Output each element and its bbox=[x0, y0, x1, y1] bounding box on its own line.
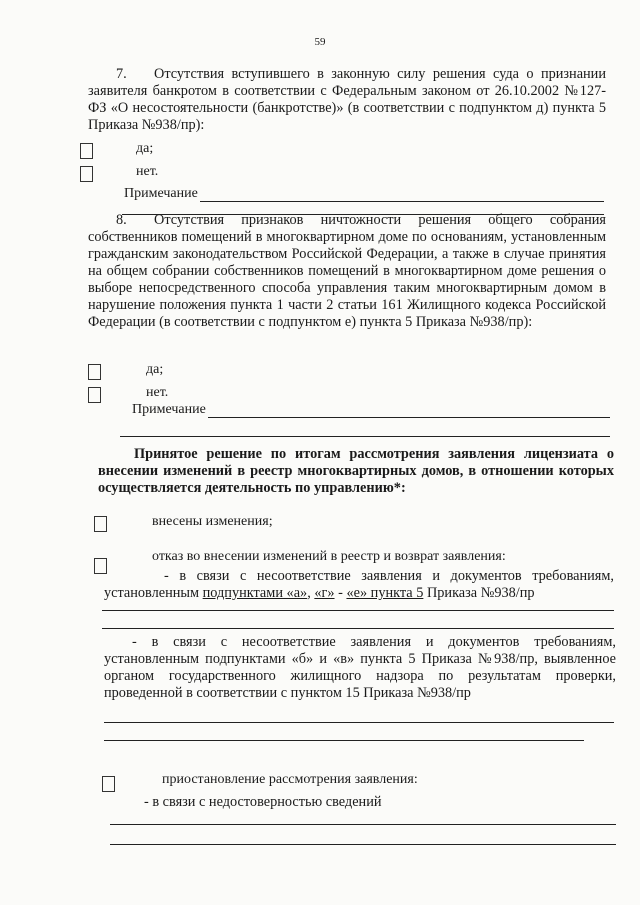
refusal-reason2-paragraph: - в связи с несоответствие заявления и документов требованиям, установленным подпунктами «б» и «в» пункта 5 Приказа №938/пр, выявленное органом государственного жилищного надзора по результатам проверки, проведенной в соответствии с пунктом 15 Приказа №938/пр bbox=[104, 634, 616, 701]
item7-no-checkbox[interactable] bbox=[80, 166, 93, 182]
subpoint-a-link[interactable]: подпунктами «а» bbox=[202, 585, 308, 601]
item7-text: Отсутствия вступившего в законную силу решения суда о признании заявителя банкротом в соответствии с Федеральным законом от 26.10.2002 №127-ФЗ «О несостоятельности (банкротстве)» (в соответствии с подпунктом д) пункта 5 Приказа №938/пр): bbox=[88, 66, 606, 133]
refusal-reason2-blank1[interactable] bbox=[104, 722, 614, 723]
decision-changes-label: внесены изменения; bbox=[152, 514, 273, 529]
decision-refusal-checkbox[interactable] bbox=[94, 558, 107, 574]
suspend-reason: - в связи с недостоверностью сведений bbox=[144, 794, 382, 810]
decision-refusal-label: отказ во внесении изменений в реестр и возврат заявления: bbox=[152, 549, 506, 564]
refusal-reason2-blank2[interactable] bbox=[104, 740, 584, 741]
item7-note-label: Примечание bbox=[124, 186, 198, 201]
item8-note bbox=[132, 402, 610, 418]
item8-note-line2[interactable] bbox=[120, 436, 610, 437]
item8-yes-label: да; bbox=[146, 362, 164, 377]
item8-no-checkbox[interactable] bbox=[88, 387, 101, 403]
decision-suspend-label: приостановление рассмотрения заявления: bbox=[162, 772, 418, 787]
item7-yes-checkbox[interactable] bbox=[80, 143, 93, 159]
item8-paragraph bbox=[88, 212, 606, 331]
item7-yes-label: да; bbox=[136, 141, 154, 156]
item8-text: Отсутствия признаков ничтожности решения общего собрания собственников помещений в многоквартирном доме по основаниям, установленным гражданским законодательством Российской Федерации, а также в случае принятия на общем собрании собственников помещений в многоквартирном доме решения о выборе непосредственного способа управления таким многоквартирным домом в нарушение положения пункта 1 части 2 статьи 161 Жилищного кодекса Российской Федерации (в соответствии с подпунктом е) пункта 5 Приказа №938/пр): bbox=[88, 212, 606, 330]
refusal-reason1-line2: установленным подпунктами «а», «г» - «е» пункта 5 Приказа №938/пр bbox=[104, 585, 535, 601]
decision-changes-checkbox[interactable] bbox=[94, 516, 107, 532]
item8-yes-checkbox[interactable] bbox=[88, 364, 101, 380]
refusal-reason1-blank2[interactable] bbox=[102, 628, 614, 629]
subpoint-e-link[interactable]: «е» пункта 5 bbox=[346, 585, 424, 601]
suspend-blank2[interactable] bbox=[110, 844, 616, 845]
decision-suspend-checkbox[interactable] bbox=[102, 776, 115, 792]
item8-note-label: Примечание bbox=[132, 402, 206, 417]
item7-note-line[interactable] bbox=[200, 187, 604, 202]
subpoint-g-link[interactable]: «г» bbox=[314, 585, 335, 601]
refusal-reason1-blank1[interactable] bbox=[102, 610, 614, 611]
item7-paragraph bbox=[88, 66, 606, 134]
item7-number: 7. bbox=[116, 66, 127, 82]
item8-note-line[interactable] bbox=[208, 403, 610, 418]
item7-no-label: нет. bbox=[136, 164, 159, 179]
decision-heading: Принятое решение по итогам рассмотрения заявления лицензиата о внесении изменений в реестр многоквартирных домов, в отношении которых осуществляется деятельность по управлению*: bbox=[98, 446, 614, 496]
item8-number: 8. bbox=[116, 212, 127, 228]
suspend-blank1[interactable] bbox=[110, 824, 616, 825]
refusal-reason1-line1: - в связи с несоответствие заявления и документов требованиям, bbox=[164, 568, 614, 584]
item8-no-label: нет. bbox=[146, 385, 169, 400]
page-number: 59 bbox=[314, 36, 326, 48]
item7-note bbox=[124, 186, 604, 202]
